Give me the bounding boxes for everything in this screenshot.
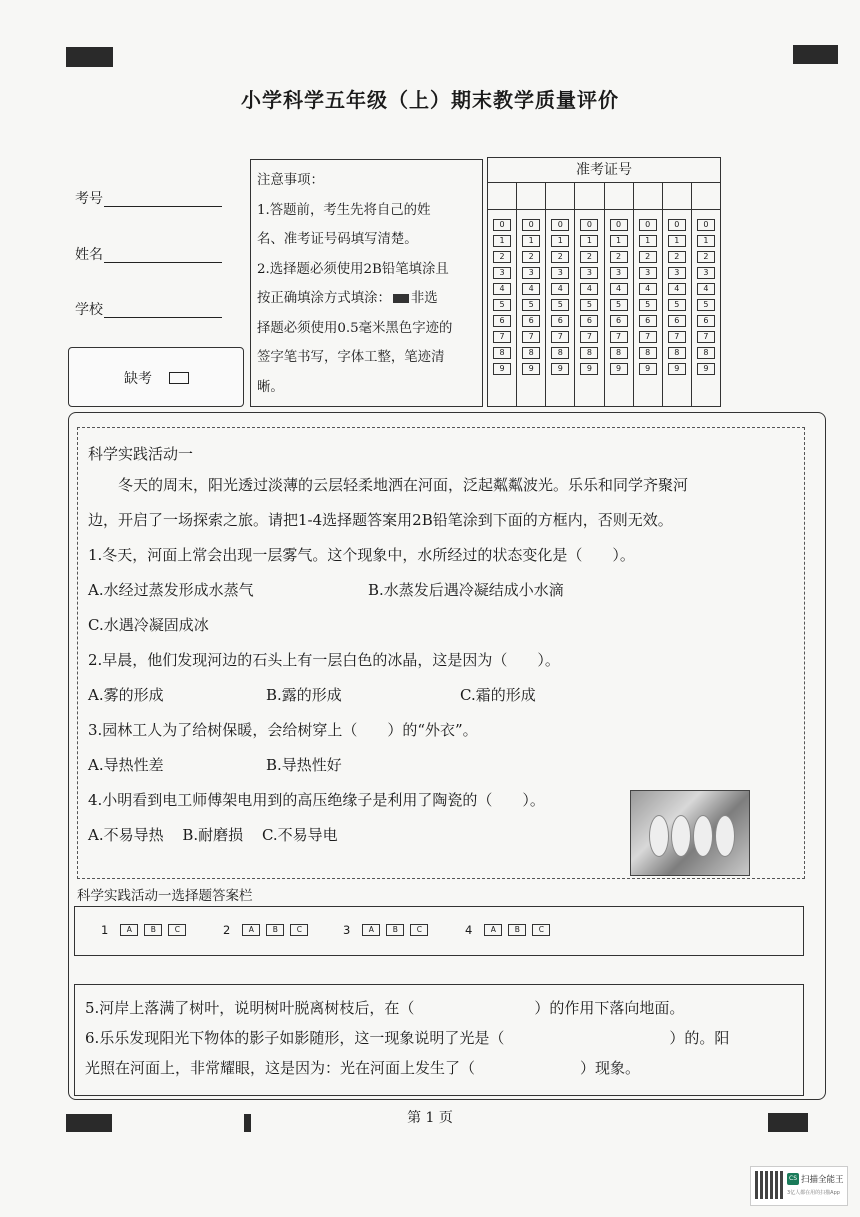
page-number: 第 1 页 [407, 1110, 453, 1126]
activity-intro: 冬天的周末，阳光透过淡薄的云层轻柔地洒在河面，泛起粼粼波光。乐乐和同学齐聚河 [118, 476, 689, 494]
instructions-line: 1.答题前，考生先将自己的姓 [257, 202, 431, 218]
exam-id-bubble[interactable]: 4 [522, 283, 540, 295]
exam-number-label: 考号 [75, 191, 103, 207]
exam-id-bubble[interactable]: 2 [551, 251, 569, 263]
exam-id-bubble[interactable]: 8 [522, 347, 540, 359]
exam-id-bubble[interactable]: 1 [610, 235, 628, 247]
answer-bubble[interactable]: A [120, 924, 138, 936]
exam-id-bubble[interactable]: 9 [610, 363, 628, 375]
exam-id-bubble[interactable]: 9 [668, 363, 686, 375]
exam-id-bubble[interactable]: 1 [522, 235, 540, 247]
answer-question-number: 4 [465, 923, 473, 937]
exam-id-bubble[interactable]: 3 [697, 267, 715, 279]
answer-group [101, 923, 192, 937]
exam-id-bubble[interactable]: 4 [610, 283, 628, 295]
exam-id-bubble[interactable]: 9 [493, 363, 511, 375]
exam-id-bubble[interactable]: 3 [580, 267, 598, 279]
exam-id-write-cell[interactable] [692, 183, 720, 210]
exam-id-bubble[interactable]: 4 [639, 283, 657, 295]
exam-id-column [663, 183, 692, 406]
exam-id-bubble[interactable]: 0 [697, 219, 715, 231]
absent-label: 缺考 [124, 371, 152, 387]
exam-id-write-cell[interactable] [488, 183, 516, 210]
exam-id-bubble[interactable]: 5 [697, 299, 715, 311]
option-b: B.露的形成 [266, 686, 342, 704]
exam-id-bubble[interactable]: 1 [639, 235, 657, 247]
exam-id-columns [488, 183, 720, 406]
exam-id-bubble[interactable]: 9 [580, 363, 598, 375]
option-b: B.水蒸发后遇冷凝结成小水滴 [368, 581, 564, 599]
answer-group [465, 923, 556, 937]
exam-id-bubble[interactable]: 7 [697, 331, 715, 343]
exam-id-bubble[interactable]: 2 [522, 251, 540, 263]
option-a: A.不易导热 [88, 826, 164, 844]
exam-id-bubble[interactable]: 1 [493, 235, 511, 247]
option-c: C.霜的形成 [460, 686, 536, 704]
option-a: A.雾的形成 [88, 686, 164, 704]
exam-id-bubble[interactable]: 3 [610, 267, 628, 279]
exam-id-bubble[interactable]: 6 [522, 315, 540, 327]
exam-id-bubble[interactable]: 7 [580, 331, 598, 343]
answer-bubble[interactable]: A [362, 924, 380, 936]
exam-id-bubble[interactable]: 4 [697, 283, 715, 295]
exam-id-write-cell[interactable] [575, 183, 603, 210]
activity-intro: 边，开启了一场探索之旅。请把1-4选择题答案用2B铅笔涂到下面的方框内，否则无效。 [88, 511, 673, 529]
answer-question-number: 1 [101, 923, 109, 937]
exam-id-column [517, 183, 546, 406]
answer-bubble[interactable]: C [532, 924, 550, 936]
absent-checkbox[interactable] [169, 372, 189, 384]
exam-id-bubble[interactable]: 8 [610, 347, 628, 359]
answer-bubble[interactable]: B [144, 924, 162, 936]
exam-id-grid [487, 157, 721, 407]
exam-id-bubble[interactable]: 3 [551, 267, 569, 279]
answer-bubble[interactable]: B [266, 924, 284, 936]
option-c: C.水遇冷凝固成冰 [88, 616, 209, 634]
exam-id-column [546, 183, 575, 406]
exam-id-write-cell[interactable] [517, 183, 545, 210]
exam-id-bubble[interactable]: 8 [639, 347, 657, 359]
exam-id-bubble[interactable]: 9 [551, 363, 569, 375]
name-label: 姓名 [75, 247, 103, 263]
option-a: A.水经过蒸发形成水蒸气 [88, 581, 254, 599]
answer-sheet [74, 906, 804, 956]
instructions-line: 名、准考证号码填写清楚。 [257, 232, 418, 247]
exam-id-title: 准考证号 [488, 158, 720, 183]
instructions-line: 择题必须使用0.5毫米黑色字迹的 [257, 320, 453, 336]
exam-id-bubble[interactable]: 2 [639, 251, 657, 263]
exam-id-write-cell[interactable] [605, 183, 633, 210]
option-b: B.耐磨损 [182, 826, 244, 844]
exam-number-field[interactable] [104, 205, 222, 207]
filled-sample-icon [393, 294, 409, 303]
question-6: 6.乐乐发现阳光下物体的影子如影随形，这一现象说明了光是（ ）的。阳 [85, 1029, 730, 1047]
exam-id-write-cell[interactable] [634, 183, 662, 210]
school-label: 学校 [75, 302, 103, 318]
exam-id-bubble[interactable]: 3 [493, 267, 511, 279]
exam-id-column [488, 183, 517, 406]
exam-id-write-cell[interactable] [663, 183, 691, 210]
exam-id-bubble[interactable]: 5 [668, 299, 686, 311]
answer-bubble[interactable]: C [410, 924, 428, 936]
page-title: 小学科学五年级（上）期末教学质量评价 [241, 88, 619, 112]
option-b: B.导热性好 [266, 756, 342, 774]
question-1: 1.冬天，河面上常会出现一层雾气。这个现象中，水所经过的状态变化是（ ）。 [88, 546, 635, 564]
scanner-watermark [750, 1166, 848, 1206]
answer-bubble[interactable]: B [508, 924, 526, 936]
exam-id-bubble[interactable]: 4 [580, 283, 598, 295]
scanner-name: 扫描全能王 [801, 1175, 844, 1185]
exam-id-column [692, 183, 720, 406]
exam-id-bubble[interactable]: 0 [639, 219, 657, 231]
absent-box [68, 347, 244, 407]
answer-bubble[interactable]: B [386, 924, 404, 936]
exam-id-bubble[interactable]: 8 [668, 347, 686, 359]
answer-bubble[interactable]: C [168, 924, 186, 936]
activity-title: 科学实践活动一 [88, 445, 194, 463]
exam-id-bubble[interactable]: 9 [639, 363, 657, 375]
exam-id-bubble[interactable]: 6 [610, 315, 628, 327]
exam-id-bubble[interactable]: 2 [580, 251, 598, 263]
exam-id-bubble[interactable]: 0 [580, 219, 598, 231]
exam-id-bubble[interactable]: 7 [522, 331, 540, 343]
exam-id-bubble[interactable]: 5 [522, 299, 540, 311]
instructions-line: 晰。 [257, 379, 284, 395]
instructions-title: 注意事项： [257, 173, 324, 188]
question-3-options [88, 748, 788, 783]
exam-id-column [634, 183, 663, 406]
scanner-logo: CS [787, 1173, 799, 1185]
exam-id-bubble[interactable]: 7 [493, 331, 511, 343]
exam-id-bubble[interactable]: 1 [580, 235, 598, 247]
alignment-mark [66, 47, 113, 67]
exam-id-bubble[interactable]: 5 [493, 299, 511, 311]
exam-id-bubble[interactable]: 9 [697, 363, 715, 375]
question-2-options [88, 678, 788, 713]
exam-id-bubble[interactable]: 3 [522, 267, 540, 279]
instructions-line [251, 284, 482, 314]
exam-id-bubble[interactable]: 0 [610, 219, 628, 231]
activity-1-box [77, 427, 805, 879]
exam-id-bubble[interactable]: 1 [697, 235, 715, 247]
alignment-mark [793, 45, 838, 64]
exam-id-bubble[interactable]: 8 [551, 347, 569, 359]
exam-id-bubble[interactable]: 7 [639, 331, 657, 343]
answer-group [223, 923, 314, 937]
exam-id-bubble[interactable]: 6 [580, 315, 598, 327]
exam-id-bubble[interactable]: 7 [610, 331, 628, 343]
exam-id-bubble[interactable]: 8 [493, 347, 511, 359]
exam-id-bubble[interactable]: 5 [639, 299, 657, 311]
answer-bubble[interactable]: A [242, 924, 260, 936]
qr-code-icon [755, 1171, 783, 1199]
exam-id-bubble[interactable]: 6 [697, 315, 715, 327]
instructions-line: 签字笔书写，字体工整，笔迹清 [257, 350, 445, 365]
instructions-box [250, 159, 483, 407]
exam-id-column [605, 183, 634, 406]
exam-id-bubble[interactable]: 0 [493, 219, 511, 231]
exam-id-bubble[interactable]: 1 [668, 235, 686, 247]
exam-id-bubble[interactable]: 6 [668, 315, 686, 327]
answer-question-number: 2 [223, 923, 231, 937]
answer-bubble[interactable]: A [484, 924, 502, 936]
exam-id-bubble[interactable]: 6 [639, 315, 657, 327]
exam-id-bubble[interactable]: 4 [551, 283, 569, 295]
exam-id-bubble[interactable]: 8 [580, 347, 598, 359]
exam-id-bubble[interactable]: 0 [551, 219, 569, 231]
question-2: 2.早晨，他们发现河边的石头上有一层白色的冰晶，这是因为（ ）。 [88, 651, 560, 669]
exam-id-bubble[interactable]: 2 [697, 251, 715, 263]
scanner-tagline: 3亿人都在用的扫描App [787, 1190, 840, 1196]
exam-id-bubble[interactable]: 7 [551, 331, 569, 343]
exam-id-bubble[interactable]: 6 [493, 315, 511, 327]
answer-question-number: 3 [343, 923, 351, 937]
answer-group [343, 923, 434, 937]
question-6-continued: 光照在河面上，非常耀眼，这是因为：光在河面上发生了（ ）现象。 [85, 1059, 641, 1077]
exam-id-bubble[interactable]: 7 [668, 331, 686, 343]
exam-id-bubble[interactable]: 8 [697, 347, 715, 359]
answer-bubble[interactable]: C [290, 924, 308, 936]
exam-id-bubble[interactable]: 6 [551, 315, 569, 327]
name-field[interactable] [104, 261, 222, 263]
exam-id-write-cell[interactable] [546, 183, 574, 210]
exam-id-bubble[interactable]: 4 [493, 283, 511, 295]
exam-id-bubble[interactable]: 5 [551, 299, 569, 311]
question-4: 4.小明看到电工师傅架电用到的高压绝缘子是利用了陶瓷的（ ）。 [88, 791, 545, 809]
exam-id-bubble[interactable]: 5 [580, 299, 598, 311]
exam-id-bubble[interactable]: 2 [668, 251, 686, 263]
question-3: 3.园林工人为了给树保暖，会给树穿上（ ）的“外衣”。 [88, 721, 478, 739]
insulator-photo [630, 790, 750, 876]
school-field[interactable] [104, 316, 222, 318]
exam-id-bubble[interactable]: 0 [668, 219, 686, 231]
fill-in-box [74, 984, 804, 1096]
question-5: 5.河岸上落满了树叶，说明树叶脱离树枝后，在（ ）的作用下落向地面。 [85, 999, 685, 1017]
instructions-text: 非选 [410, 291, 438, 306]
exam-id-bubble[interactable]: 3 [668, 267, 686, 279]
answer-sheet-title: 科学实践活动一选择题答案栏 [77, 888, 253, 904]
option-c: C.不易导电 [261, 826, 338, 844]
exam-id-bubble[interactable]: 2 [493, 251, 511, 263]
option-a: A.导热性差 [88, 756, 164, 774]
exam-id-bubble[interactable]: 1 [551, 235, 569, 247]
question-1-options [88, 573, 788, 608]
instructions-text: 按正确填涂方式填涂： [257, 291, 391, 306]
exam-id-bubble[interactable]: 4 [668, 283, 686, 295]
instructions-line: 2.选择题必须使用2B铅笔填涂且 [257, 261, 449, 277]
exam-id-bubble[interactable]: 5 [610, 299, 628, 311]
exam-id-bubble[interactable]: 0 [522, 219, 540, 231]
exam-id-column [575, 183, 604, 406]
exam-id-bubble[interactable]: 9 [522, 363, 540, 375]
exam-id-bubble[interactable]: 2 [610, 251, 628, 263]
exam-id-bubble[interactable]: 3 [639, 267, 657, 279]
